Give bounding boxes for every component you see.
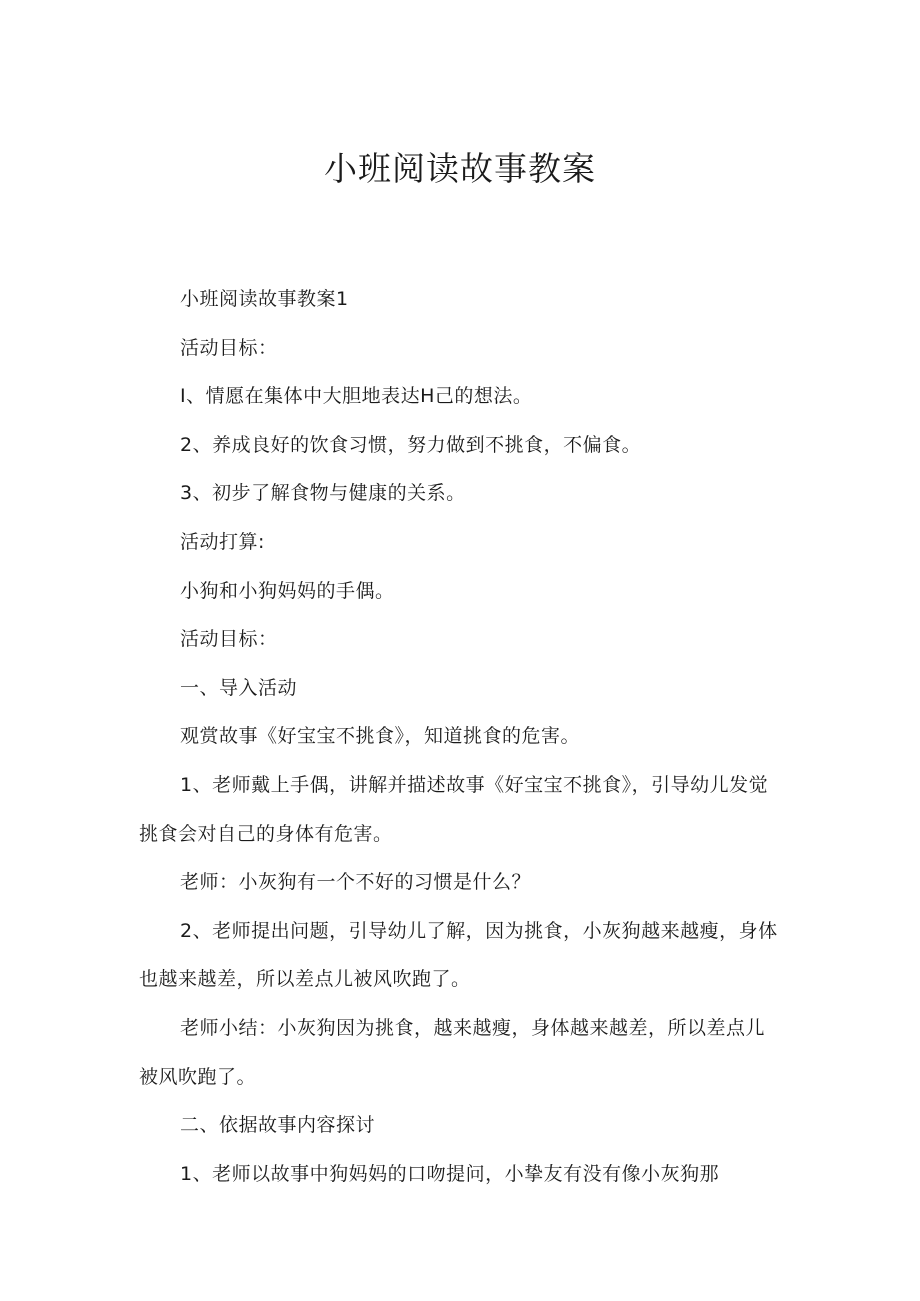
- document-body: [139, 275, 781, 1198]
- paragraph-goal-1: I、情愿在集体中大胆地表达H己的想法。: [180, 385, 533, 408]
- paragraph-step-1: 1、老师戴上手偶，讲解并描述故事《好宝宝不挑食》，引导幼儿发觉挑食会对自己的身体有危害。: [139, 773, 769, 845]
- paragraph-step-2: 2、老师提出问题，引导幼儿了解，因为挑食，小灰狗越来越瘦，身体也越来越差，所以差点儿被风吹跑了。: [139, 919, 778, 991]
- paragraph-section-2: 二、依据故事内容探讨: [180, 1114, 376, 1137]
- paragraph-heading-1: 小班阅读故事教案1: [180, 288, 349, 310]
- paragraph-activity-prep: 活动打算:: [180, 530, 265, 553]
- paragraph-activity-goals: 活动目标：: [180, 336, 278, 359]
- paragraph-watch-story: 观赏故事《好宝宝不挑食》，知道挑食的危害。: [180, 725, 581, 748]
- paragraph-prep-items: 小狗和小狗妈妈的手偶。: [180, 579, 395, 602]
- document-title: 小班阅读故事教案: [324, 149, 596, 188]
- paragraph-activity-goals-2: 活动目标：: [180, 628, 278, 651]
- paragraph-teacher-summary: 老师小结：小灰狗因为挑食，越来越瘦，身体越来越差，所以差点儿被风吹跑了。: [139, 1016, 766, 1088]
- paragraph-goal-3: 3、初步了解食物与健康的关系。: [180, 482, 466, 505]
- paragraph-discussion-1: 1、老师以故事中狗妈妈的口吻提问，小挚友有没有像小灰狗那: [180, 1162, 720, 1185]
- paragraph-section-1: 一、导入活动: [180, 676, 298, 699]
- paragraph-goal-2: 2、养成良好的饮食习惯，努力做到不挑食，不偏食。: [180, 433, 642, 456]
- paragraph-teacher-question: 老师：小灰狗有一个不好的习惯是什么？: [180, 871, 532, 894]
